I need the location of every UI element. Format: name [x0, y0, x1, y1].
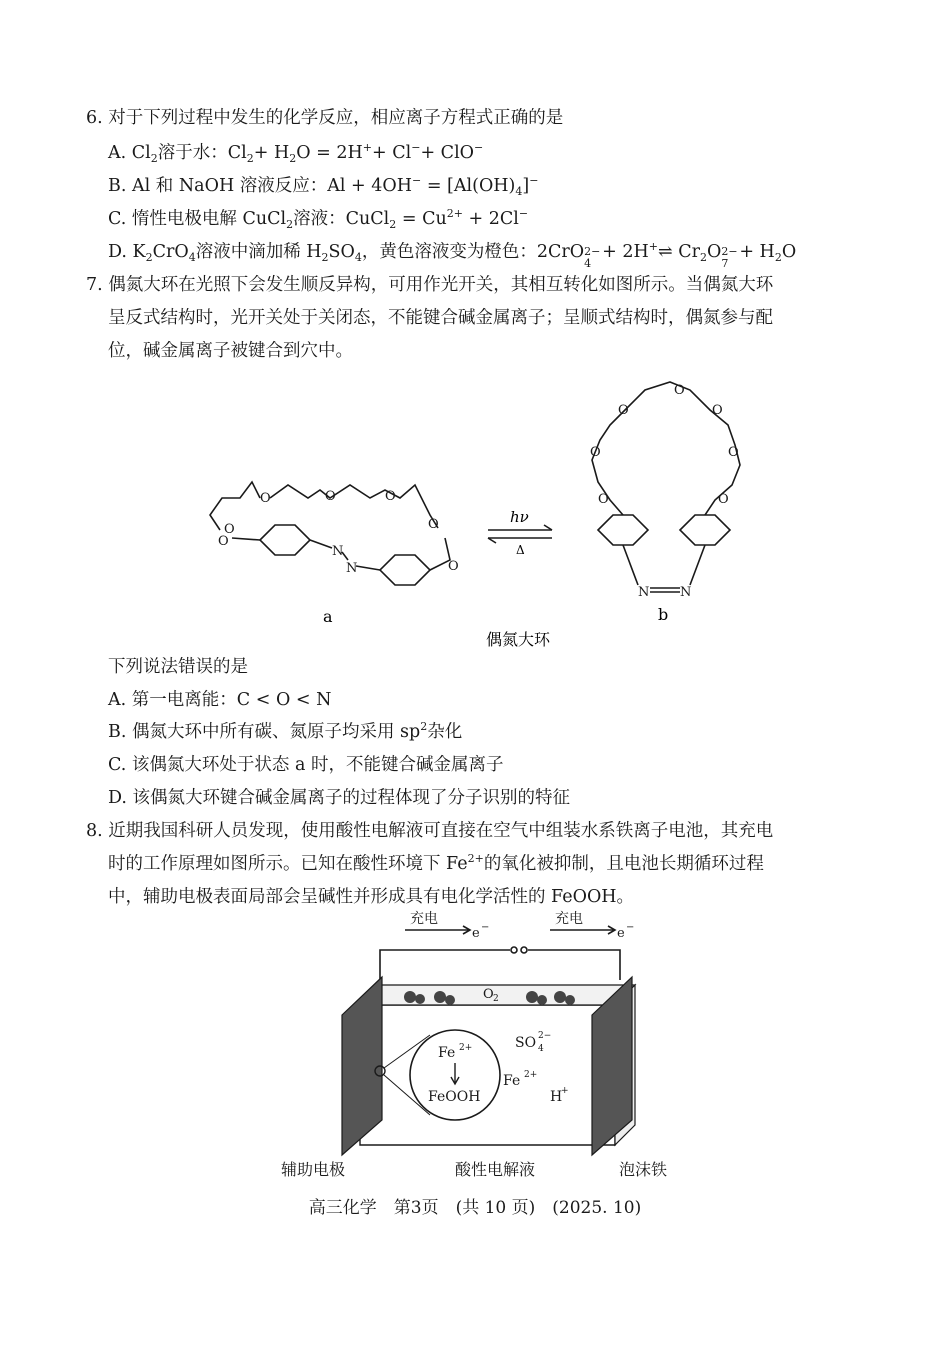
q6-option-a: A. $Cl_2$溶于水：$Cl_2+ H_2O = 2H^++ Cl^-+ ClO^-$ — [108, 141, 484, 165]
q7-stem-line1: 7. 偶氮大环在光照下会发生顺反异构，可用作光开关，其相互转化如图所示。当偶氮大环 — [86, 275, 774, 295]
q7-option-d: D. 该偶氮大环键合碱金属离子的过程体现了分子识别的特征 — [108, 788, 571, 808]
svg-text:O: O — [718, 492, 729, 507]
svg-text:O: O — [728, 445, 739, 460]
arrow-top-label: hν — [510, 508, 529, 526]
svg-text:2+: 2+ — [459, 1043, 473, 1053]
azo-macrocycle-figure — [180, 370, 800, 660]
q8-stem-line3: 中，辅助电极表面局部会呈碱性并形成具有电化学活性的 FeOOH。 — [108, 887, 635, 907]
atom-o: O — [224, 522, 235, 537]
q7-option-b: B. 偶氮大环中所有碳、氮原子均采用 $sp^2$杂化 — [108, 720, 463, 742]
svg-text:−: − — [481, 922, 490, 933]
svg-text:O: O — [598, 492, 609, 507]
benzene-ring — [680, 515, 730, 545]
svg-text:2: 2 — [493, 994, 499, 1004]
sulfate-label: SO — [515, 1035, 537, 1051]
label-auxiliary-electrode: 辅助电极 — [281, 1160, 346, 1179]
svg-text:O: O — [218, 534, 229, 549]
q6-option-b: B. Al 和 NaOH 溶液反应：$Al + 4OH^- = [Al(OH)_4]^-$ — [108, 174, 539, 198]
charge-label-left: 充电 — [410, 911, 438, 927]
svg-text:O: O — [325, 489, 336, 504]
svg-text:N: N — [346, 561, 358, 576]
svg-text:e: e — [472, 926, 480, 941]
h-label: H — [550, 1089, 563, 1105]
label-foam-iron: 泡沫铁 — [619, 1160, 668, 1179]
o2-label: O — [483, 987, 494, 1002]
svg-text:N: N — [680, 585, 692, 600]
label-b: b — [658, 605, 669, 624]
label-acidic-electrolyte: 酸性电解液 — [455, 1160, 536, 1179]
arrow-bottom-label: Δ — [516, 543, 525, 557]
svg-text:O: O — [590, 445, 601, 460]
q8-stem-line1: 8. 近期我国科研人员发现，使用酸性电解液可直接在空气中组装水系铁离子电池，其充电 — [86, 821, 774, 841]
fe2-label: Fe — [503, 1073, 521, 1089]
atom-n: N — [332, 544, 344, 559]
svg-text:+: + — [561, 1086, 569, 1096]
svg-text:O: O — [448, 559, 459, 574]
battery-figure — [270, 905, 690, 1190]
page-footer: 高三化学 第3页 (共 10 页) (2025. 10) — [308, 1198, 642, 1218]
q6-option-c: C. 惰性电极电解 CuCl$_2$溶液：CuCl$_2$ = $Cu^{2+} + 2Cl^-$ — [108, 207, 529, 231]
q7-stem-line3: 位，碱金属离子被键合到穴中。 — [108, 341, 353, 361]
svg-text:O: O — [385, 489, 396, 504]
svg-text:O: O — [428, 517, 439, 532]
benzene-ring — [260, 525, 310, 555]
svg-text:O: O — [618, 403, 629, 418]
svg-text:2−: 2− — [538, 1031, 552, 1041]
charge-label-right: 充电 — [555, 911, 583, 927]
q6-stem: 6. 对于下列过程中发生的化学反应，相应离子方程式正确的是 — [86, 108, 564, 128]
fe2-circle-label: Fe — [438, 1045, 456, 1061]
svg-text:O: O — [712, 403, 723, 418]
benzene-ring — [598, 515, 648, 545]
feooh-label: FeOOH — [428, 1089, 481, 1105]
benzene-ring — [380, 555, 430, 585]
q7-stem-line2: 呈反式结构时，光开关处于关闭态，不能键合碱金属离子；呈顺式结构时，偶氮参与配 — [108, 308, 773, 328]
figure-caption: 偶氮大环 — [486, 630, 551, 649]
svg-text:−: − — [626, 922, 635, 933]
svg-text:e: e — [617, 926, 625, 941]
q7-option-c: C. 该偶氮大环处于状态 a 时，不能键合碱金属离子 — [108, 755, 504, 775]
q7-prompt: 下列说法错误的是 — [108, 657, 248, 677]
svg-text:4: 4 — [538, 1044, 544, 1054]
q6-option-d: D. $K_2CrO_4$溶液中滴加稀 $H_2SO_4$，黄色溶液变为橙色：2CrO 2− 4 + 2H+⇌ $Cr_2O$ 2− 7 + $H_2O$ — [108, 240, 797, 270]
svg-text:2+: 2+ — [524, 1070, 538, 1080]
svg-text:O: O — [260, 491, 271, 506]
svg-text:N: N — [638, 585, 650, 600]
svg-text:O: O — [674, 383, 685, 398]
label-a: a — [323, 607, 333, 626]
q7-option-a: A. 第一电离能：C < O < N — [108, 690, 332, 710]
q8-stem-line2: 时的工作原理如图所示。已知在酸性环境下 $Fe^{2+}$的氧化被抑制，且电池长期循环过程 — [108, 852, 764, 874]
